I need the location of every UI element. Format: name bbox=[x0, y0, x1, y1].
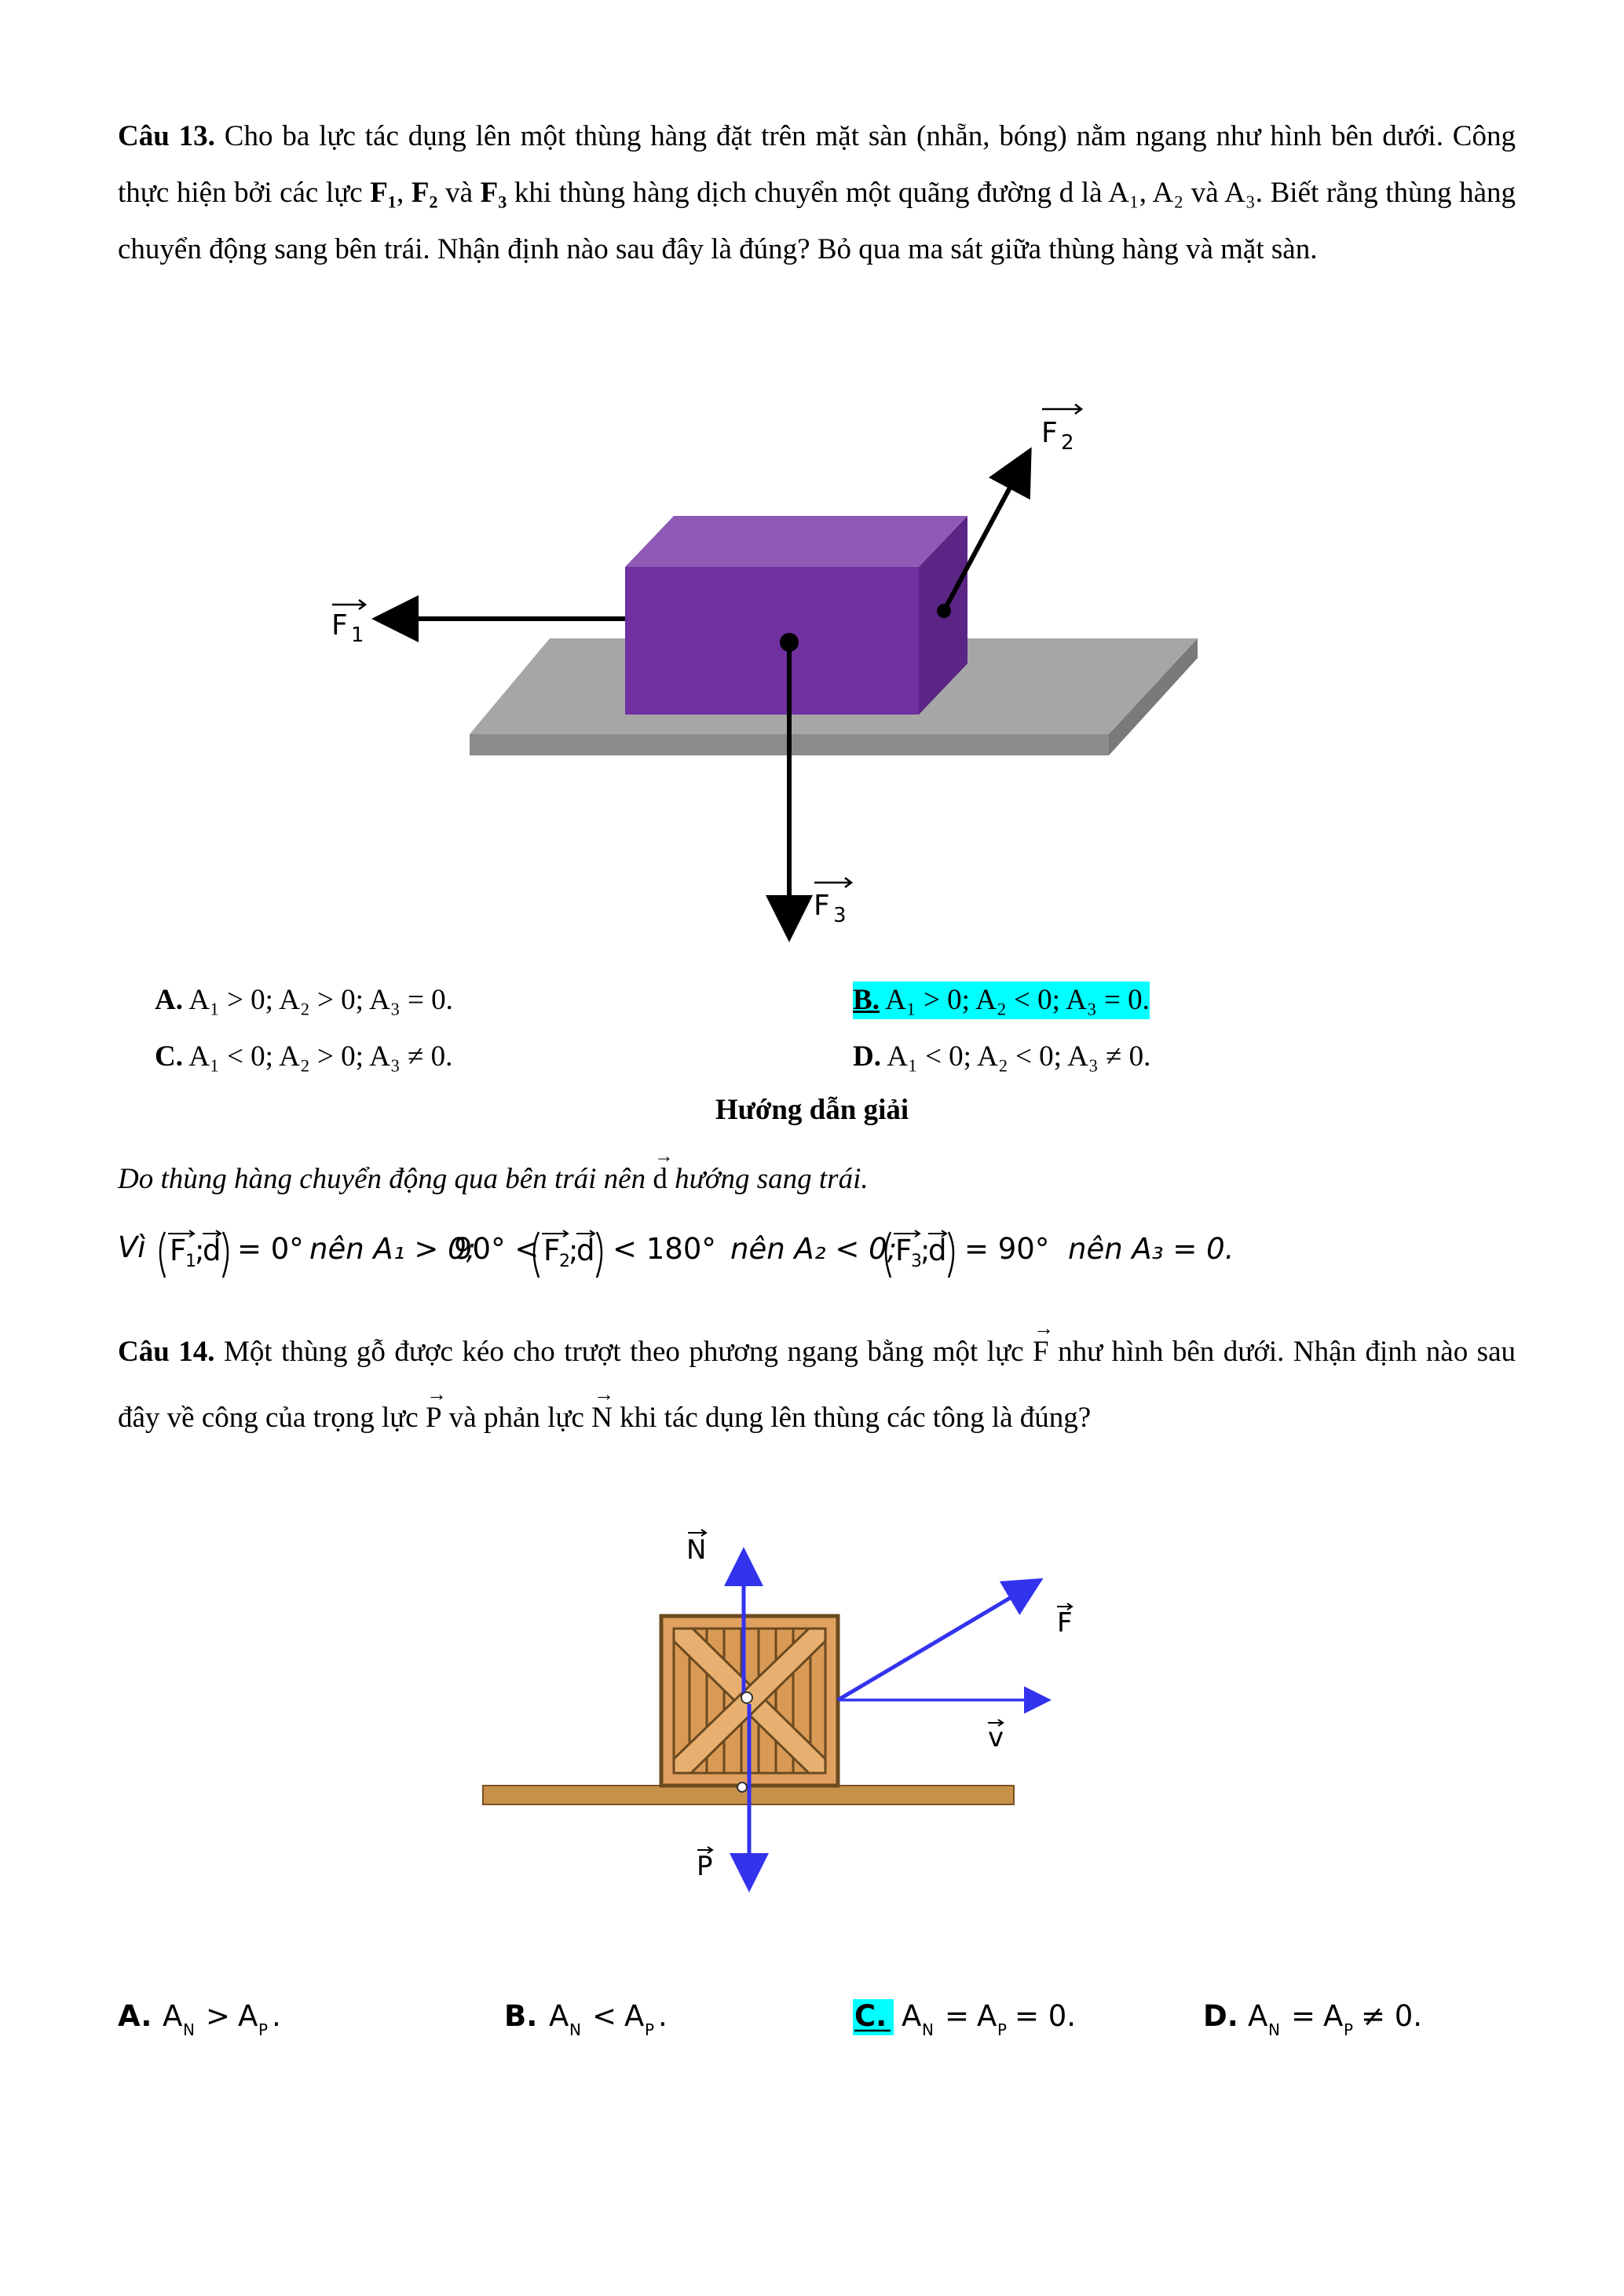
svg-text:P: P bbox=[997, 2020, 1008, 2039]
svg-text:= 0°: = 0° bbox=[237, 1232, 304, 1266]
svg-text:3: 3 bbox=[911, 1252, 922, 1271]
svg-text:A: A bbox=[624, 1999, 645, 2033]
svg-text:3: 3 bbox=[833, 904, 847, 927]
f-arrow bbox=[838, 1582, 1037, 1700]
svg-text:≠ 0.: ≠ 0. bbox=[1361, 1999, 1423, 2033]
q14-figure bbox=[0, 1492, 1624, 1916]
svg-text:F: F bbox=[814, 890, 830, 922]
box-front bbox=[625, 567, 919, 715]
solution-line-2 bbox=[118, 1213, 1374, 1284]
q13-option-d[interactable]: D. A₁ < 0; A₂ < 0; A₃ ≠ 0. bbox=[853, 1040, 1151, 1073]
svg-text:;: ; bbox=[569, 1234, 579, 1267]
svg-text:N: N bbox=[922, 2020, 934, 2039]
svg-text:>: > bbox=[206, 1999, 231, 2033]
svg-text:F: F bbox=[1057, 1607, 1073, 1639]
svg-text:P: P bbox=[1344, 2020, 1354, 2039]
svg-text:<: < bbox=[592, 1999, 617, 2033]
svg-text:F: F bbox=[543, 1234, 561, 1267]
svg-text:A: A bbox=[902, 1999, 922, 2033]
svg-text:1: 1 bbox=[351, 623, 364, 647]
f-label bbox=[1057, 1603, 1073, 1639]
svg-text:d: d bbox=[928, 1234, 947, 1267]
svg-text:F: F bbox=[895, 1234, 913, 1267]
svg-text:B.: B. bbox=[504, 1999, 538, 2033]
q13-option-a[interactable]: A. A₁ > 0; A₂ > 0; A₃ = 0. bbox=[155, 984, 453, 1016]
q14-text: Câu 14. Một thùng gỗ được kéo cho trượt theo phương ngang bằng một lực → F như hình bên dưới. Nhận định nào sau đây về công của trọng lực → P và phản lực → N khi tác dụng lên thùng các tông là đúng? bbox=[118, 1317, 1516, 1434]
q13-option-b[interactable]: B. A₁ > 0; A₂ < 0; A₃ = 0. bbox=[853, 982, 1150, 1019]
f3-label bbox=[814, 878, 851, 927]
svg-text:2: 2 bbox=[1061, 431, 1074, 455]
q14-option-d[interactable] bbox=[1203, 1999, 1422, 2039]
svg-text:N: N bbox=[686, 1534, 707, 1566]
svg-text:d: d bbox=[203, 1234, 221, 1267]
f2-label bbox=[1041, 404, 1081, 455]
svg-text:P: P bbox=[258, 2020, 269, 2039]
svg-text:;: ; bbox=[920, 1234, 931, 1267]
solution-title: Hướng dẫn giải bbox=[715, 1094, 909, 1126]
svg-text:A.: A. bbox=[118, 1999, 152, 2033]
svg-text:=: = bbox=[945, 1999, 970, 2033]
svg-text:N: N bbox=[183, 2020, 195, 2039]
svg-text:nên A₁ > 0;: nên A₁ > 0; bbox=[309, 1232, 477, 1266]
svg-text:A: A bbox=[549, 1999, 569, 2033]
svg-text:90° <: 90° < bbox=[454, 1232, 540, 1266]
svg-text:F: F bbox=[170, 1234, 187, 1267]
svg-text:= 90°: = 90° bbox=[964, 1232, 1050, 1266]
svg-text:F: F bbox=[1041, 417, 1058, 449]
svg-text:Vì: Vì bbox=[118, 1230, 146, 1264]
svg-text:C.: C. bbox=[854, 1999, 887, 2033]
q13-text: Câu 13. Cho ba lực tác dụng lên một thùng hàng đặt trên mặt sàn (nhẵn, bóng) nằm ngang như hình bên dưới. Công thực hiện bởi các lực F₁, F₂ và F₃ khi thùng hàng dịch chuyển một quãng đường d là A₁, A₂ và A₃. Biết rằng thùng hàng chuyển động sang bên trái. Nhận định nào sau đây là đúng? Bỏ qua ma sát giữa thùng hàng và mặt sàn. bbox=[118, 120, 1516, 265]
svg-text:=: = bbox=[1291, 1999, 1316, 2033]
svg-text:P: P bbox=[645, 2020, 655, 2039]
svg-text:< 180°: < 180° bbox=[613, 1232, 716, 1266]
q14-option-b[interactable] bbox=[504, 1999, 668, 2039]
svg-text:A: A bbox=[977, 1999, 997, 2033]
f1-label bbox=[331, 600, 365, 647]
svg-text:;: ; bbox=[195, 1234, 205, 1267]
svg-text:D.: D. bbox=[1203, 1999, 1238, 2033]
q13-figure bbox=[0, 0, 1624, 966]
v-label bbox=[988, 1720, 1004, 1753]
svg-text:nên A₃ = 0.: nên A₃ = 0. bbox=[1068, 1232, 1234, 1266]
box-top bbox=[625, 516, 967, 567]
svg-text:F: F bbox=[331, 609, 348, 642]
q14-label: Câu 14. bbox=[118, 1336, 215, 1368]
svg-text:1: 1 bbox=[185, 1252, 196, 1271]
svg-text:A: A bbox=[238, 1999, 258, 2033]
p-label bbox=[697, 1847, 713, 1882]
svg-text:A: A bbox=[1323, 1999, 1344, 2033]
svg-text:P: P bbox=[697, 1851, 713, 1882]
svg-text:v: v bbox=[988, 1722, 1004, 1753]
svg-text:.: . bbox=[658, 1999, 668, 2033]
q13-option-c[interactable]: C. A₁ < 0; A₂ > 0; A₃ ≠ 0. bbox=[155, 1040, 453, 1073]
svg-text:A: A bbox=[1248, 1999, 1268, 2033]
svg-text:N: N bbox=[1268, 2020, 1280, 2039]
solution-line-1: Do thùng hàng chuyển động qua bên trái nên → d hướng sang trái. bbox=[118, 1146, 869, 1195]
svg-text:d: d bbox=[576, 1234, 595, 1267]
q14-options bbox=[0, 1987, 1624, 2049]
svg-text:= 0.: = 0. bbox=[1015, 1999, 1077, 2033]
svg-text:A: A bbox=[163, 1999, 183, 2033]
svg-text:N: N bbox=[569, 2020, 581, 2039]
q14-option-c[interactable] bbox=[853, 1999, 1076, 2039]
svg-text:nên A₂ < 0;: nên A₂ < 0; bbox=[730, 1232, 898, 1266]
svg-text:2: 2 bbox=[559, 1252, 570, 1271]
n-label bbox=[686, 1530, 706, 1566]
svg-text:.: . bbox=[272, 1999, 281, 2033]
q14-option-a[interactable] bbox=[118, 1999, 281, 2039]
q13-label: Câu 13. bbox=[118, 120, 215, 152]
